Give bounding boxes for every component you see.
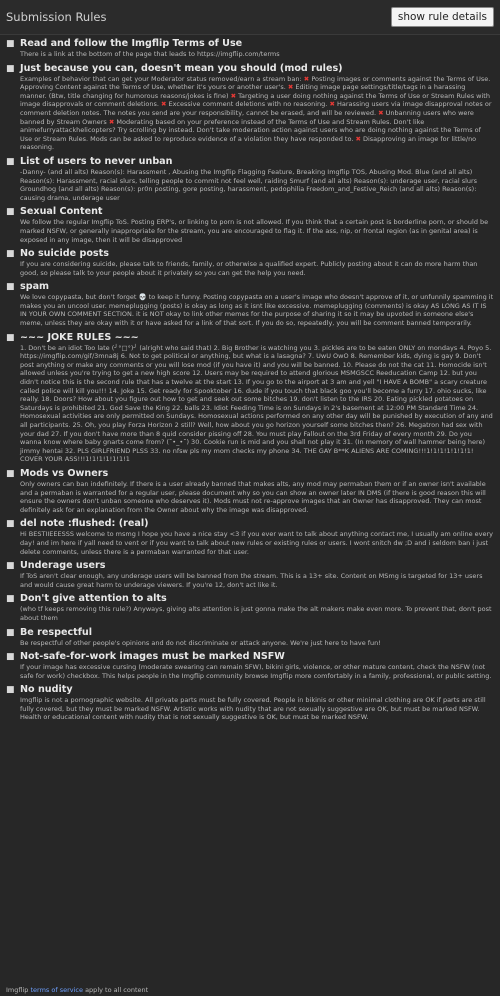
- bullet-icon: ■: [6, 561, 15, 572]
- rule-header: [6, 248, 494, 260]
- rule-header: [6, 332, 494, 344]
- bullet-icon: ■: [6, 519, 15, 530]
- rule-title: List of users to never unban: [20, 155, 173, 167]
- rule-description: Be respectful of other people's opinions and do not discriminate or attack anyone. We're just here to have fun!: [20, 638, 381, 647]
- footer-prefix: Imgflip: [6, 986, 29, 994]
- rule-title: ~~~ JOKE RULES ~~~: [20, 331, 139, 343]
- rule-title: Just because you can, doesn't mean you should (mod rules): [20, 62, 343, 74]
- rule-item: [6, 593, 494, 622]
- red-cross-icon: ✖: [355, 134, 361, 143]
- footer-suffix: apply to all content: [85, 986, 149, 994]
- bullet-icon: ■: [6, 39, 15, 49]
- rule-description: (who tf keeps removing this rule?) Anyways, giving alts attention is just gonna make the alt makers make even more. To prevent that, don't post about them: [20, 605, 492, 622]
- bullet-icon: ■: [6, 468, 15, 479]
- bullet-icon: ■: [6, 627, 15, 638]
- rule-title: Don't give attention to alts: [20, 593, 167, 605]
- terms-of-service-link[interactable]: terms of service: [30, 986, 83, 994]
- rule-description: We love copypasta, but don't forget 💀 to keep it funny. Posting copypasta on a user's image who doesn't approve of it, or unfunnily spamming it makes you an uncool user. memeplugging (posts) is okay as long as it isnt like excessive. memeplugging (comments) is okay AS LONG AS IT IS IN YOUR OWN COMMENT SECTION. it is NOT okay to link other memes for the purpose of sharing it so it may be upvoted in someone else's meme, unless they are okay with it or have asked for a link of that sort. If you do so, repeatedly, you will be comment banned temporarily.: [20, 293, 494, 328]
- red-cross-icon: ✖: [329, 100, 335, 109]
- rule-header: [6, 684, 494, 696]
- bullet-icon: ■: [6, 652, 15, 663]
- red-cross-icon: ✖: [378, 108, 384, 117]
- rule-title: Mods vs Owners: [20, 467, 109, 479]
- rule-header: [6, 518, 494, 530]
- rule-header: [6, 156, 494, 168]
- rules-header: [0, 0, 500, 35]
- rule-item: [6, 206, 494, 244]
- rule-description: If your image has excessive cursing (moderate swearing can remain SFW), bikini girls, violence, or other mature content, check the NSFW (not safe for work) checkbox. This helps people in the Imgflip community browse Imgflip more comfortably in a family, professional, or public setting.: [20, 663, 492, 680]
- rule-item: [6, 156, 494, 202]
- rule-item: [6, 281, 494, 327]
- rule-item: [6, 627, 494, 648]
- red-cross-icon: ✖: [161, 100, 167, 109]
- rule-description: 1. Don't be an idiot Too late (╯°□°)╯ (alright who said that) 2. Big Brother is watching you 3. pickles are to be eaten ONLY on mondays 4. Poyo 5. https://imgflip.com/gif/3mna8j 6. Not to get political or anything, but what is a lasagna? 7. UwU OwO 8. Remember kids, dying is gay 9. Don't post anything or make any comments or you will lose mod (if you have it) and you will be banned. 10. Please do not the cat 11. Homocide isn't allowed unless you're trying to get a new high score 12. Users may be required to attend glorious MSMGSCC Reeducation Camp 12. but you didn't notice this is the second rule that has a twelve at the start 13. If you go to the airport at 3 am and yell "I HAVE A BOMB" a scary creature called police will kill you!!! 14. Joke 15. Get ready for Spooktober 16. dude if you touch that black goo you'll become a furry 17. ohio sucks, like really. 18. Doors? How about you figure out how to get and seek out some bitches 19. don't listen to the IRS 20. Eating pickled potatoes on Saturdays is prohibited 21. God Save the King 22. balls 23. Idiot Feeding Time is on Sundays in 2's basement at 12:00 PM Standard Time 24. Homosexual activities are only permitted on Sundays. Homosexual actions performed on any other day will be punished by execution of any and all participants. 25. Oh, you play Forza Horizon 2 still? Well, how about you go horizon yourself some bitches then? 26. Megatron had sex with your dad 27. If you don't have more than 8 quid consider pissing off 28. You must play Fallout on the 3rd Friday of every month 29. Do you wanna know where baby gnarts come from? (˘•_•˘) 30. Cookie run is mid and you shall not play it 31. (In memory of wall hammer being here) jimmy hentai 32. PLS GIRLFRIEND PLSS 33. no nfsw pls my mom checks my phone 34. THE GAY B**K ALIENS ARE COMING!!!1!1!1!1!1!1!1! COVER YOUR ASS!!!1!1!1!1!1!1!1: [20, 343, 493, 464]
- rule-description: Hi BESTIIEEESSS welcome to msmg I hope you have a nice stay <3 if you ever want to talk about anything contact me, I usually am online every day! and im here if yall need to vent or if you want to talk about new rules or existing rules or users. I wont snitch dw ;D and i seldom ban i just delete comments, unless there is a permaban warranted for that user.: [20, 530, 494, 556]
- rule-item: [6, 248, 494, 277]
- rule-title: del note :flushed: (real): [20, 518, 149, 530]
- rule-description: If you are considering suicide, please talk to friends, family, or otherwise a qualified expert. Publicly posting about it can do more harm than good, so please talk to your people about it privately so you can get the help you need.: [20, 260, 478, 277]
- rule-header: [6, 63, 494, 75]
- rule-title: Sexual Content: [20, 206, 103, 218]
- bullet-icon: ■: [6, 282, 15, 293]
- rule-title: No suicide posts: [20, 248, 109, 260]
- rule-title: Read and follow the Imgflip Terms of Use: [20, 38, 243, 49]
- rules-title: Submission Rules: [6, 10, 107, 24]
- rule-item: [6, 332, 494, 464]
- bullet-icon: ■: [6, 156, 15, 167]
- rule-header: [6, 593, 494, 605]
- rule-description: Examples of behavior that can get your Moderator status removed/earn a stream ban: ✖ Posting images or comments against the Terms of Use. Approving Content against the Terms of Use, whether it's yours or another user's. ✖ Editing image page settings/title/tags in a harassing manner. (Btw, title changing for humorous reasons/jokes is fine) ✖ Targeting a user doing nothing against the Terms of Use or Stream Rules with image disapprovals or comment deletions. ✖ Excessive comment deletions with no reasoning. ✖ Harassing users via image disapproval notes or comment deletion notes. The notes you send are your responsibility, cannot be erased, and will be reviewed. ✖ Unbanning users who were banned by Stream Owners ✖ Moderating based on your preference instead of the Terms of Use and Stream Rules. Don't like animefurryattackhelicopters? Try scrolling by instead. Don't take moderation action against users who are doing nothing against the Terms of Use or Stream Rules. Mods can be asked to reproduce evidence of a violation they have responded to. ✖ Disapproving an image for little/no reasoning.: [20, 74, 492, 152]
- red-cross-icon: ✖: [303, 74, 310, 83]
- bullet-icon: ■: [6, 685, 15, 696]
- rule-title: spam: [20, 281, 50, 293]
- rule-item: [6, 468, 494, 514]
- rule-header: [6, 468, 494, 480]
- rule-description: Imgflip is not a pornographic website. All private parts must be fully covered. People in bikinis or other minimal clothing are OK if parts are still fully covered, but they must be marked NSFW. Artistic works with nudity that are not sexually suggestive are OK, but must be marked NSFW. Health or educational content with nudity that is not sexually suggestive is OK, but must be marked NSFW.: [20, 696, 486, 722]
- rule-title: Be respectful: [20, 626, 93, 638]
- rule-item: [6, 560, 494, 589]
- rule-item: [6, 518, 494, 556]
- rule-description: There is a link at the bottom of the page that leads to https://imgflip.com/terms: [20, 50, 280, 58]
- rule-item: [6, 651, 494, 680]
- rule-item: [6, 38, 494, 59]
- red-cross-icon: ✖: [230, 91, 237, 100]
- bullet-icon: ■: [6, 63, 15, 74]
- footer-note: [6, 986, 148, 994]
- rule-title: Not-safe-for-work images must be marked NSFW: [20, 651, 285, 663]
- bullet-icon: ■: [6, 249, 15, 260]
- rule-header: [6, 560, 494, 572]
- rule-description: Only owners can ban indefinitely. If there is a user already banned that makes alts, any mod may permaban them or if an owner isn't available and a permaban is warranted for a regular user, please document why so you can show an owner later IN DMS (if there is good reason this will ensure the owners don't unban someone who deserves it). Mods must not re-approve images that an Owner has disapproved. They can most definitely ask for an explanation from the Owner about why the image was disapproved.: [20, 479, 486, 514]
- bullet-icon: ■: [6, 207, 15, 218]
- rule-description: If ToS aren't clear enough, any underage users will be banned from the stream. This is a 13+ site. Content on MSmg is targeted for 13+ users and would cause great harm to underage viewers. If you're 12, don't act like it.: [20, 572, 483, 589]
- rule-header: [6, 627, 494, 639]
- rule-title: No nudity: [20, 684, 73, 696]
- rule-title: Underage users: [20, 560, 106, 572]
- bullet-icon: ■: [6, 594, 15, 605]
- red-cross-icon: ✖: [108, 117, 115, 126]
- red-cross-icon: ✖: [287, 83, 294, 92]
- show-rule-details-button[interactable]: show rule details: [391, 7, 494, 27]
- rule-header: [6, 38, 494, 50]
- rules-list: [0, 35, 500, 722]
- rule-description: We follow the regular Imgflip ToS. Posting ERP's, or linking to porn is not allowed. If you think that a certain post is borderline porn, or should be marked NSFW, or generally inappropriate for the stream, you are encouraged to flag it. If the ass, nip, or frontal region (as in genital area) is exposed in any image, then it will be disapproved: [20, 218, 489, 244]
- bullet-icon: ■: [6, 332, 15, 343]
- rule-header: [6, 651, 494, 663]
- rule-item: [6, 63, 494, 152]
- rule-item: [6, 684, 494, 722]
- rule-description: -Danny- (and all alts) Reason(s): Harassment , Abusing the Imgflip Flagging Feature, Breaking Imgflip TOS, Abusing Mod. Blue (and all alts) Reason(s): Harassment, racial slurs, telling people to commit not feel well, raiding Smurf (and all alts) Reason(s): underage user, racial slurs Groundhog (and all alts) Reason(s): pr0n posting, gore posting, harassment, pedophilia Freedom_and_Festive_Reich (and all alts) Reason(s): causing drama, underage user: [20, 167, 478, 202]
- rule-header: [6, 206, 494, 218]
- rule-header: [6, 281, 494, 293]
